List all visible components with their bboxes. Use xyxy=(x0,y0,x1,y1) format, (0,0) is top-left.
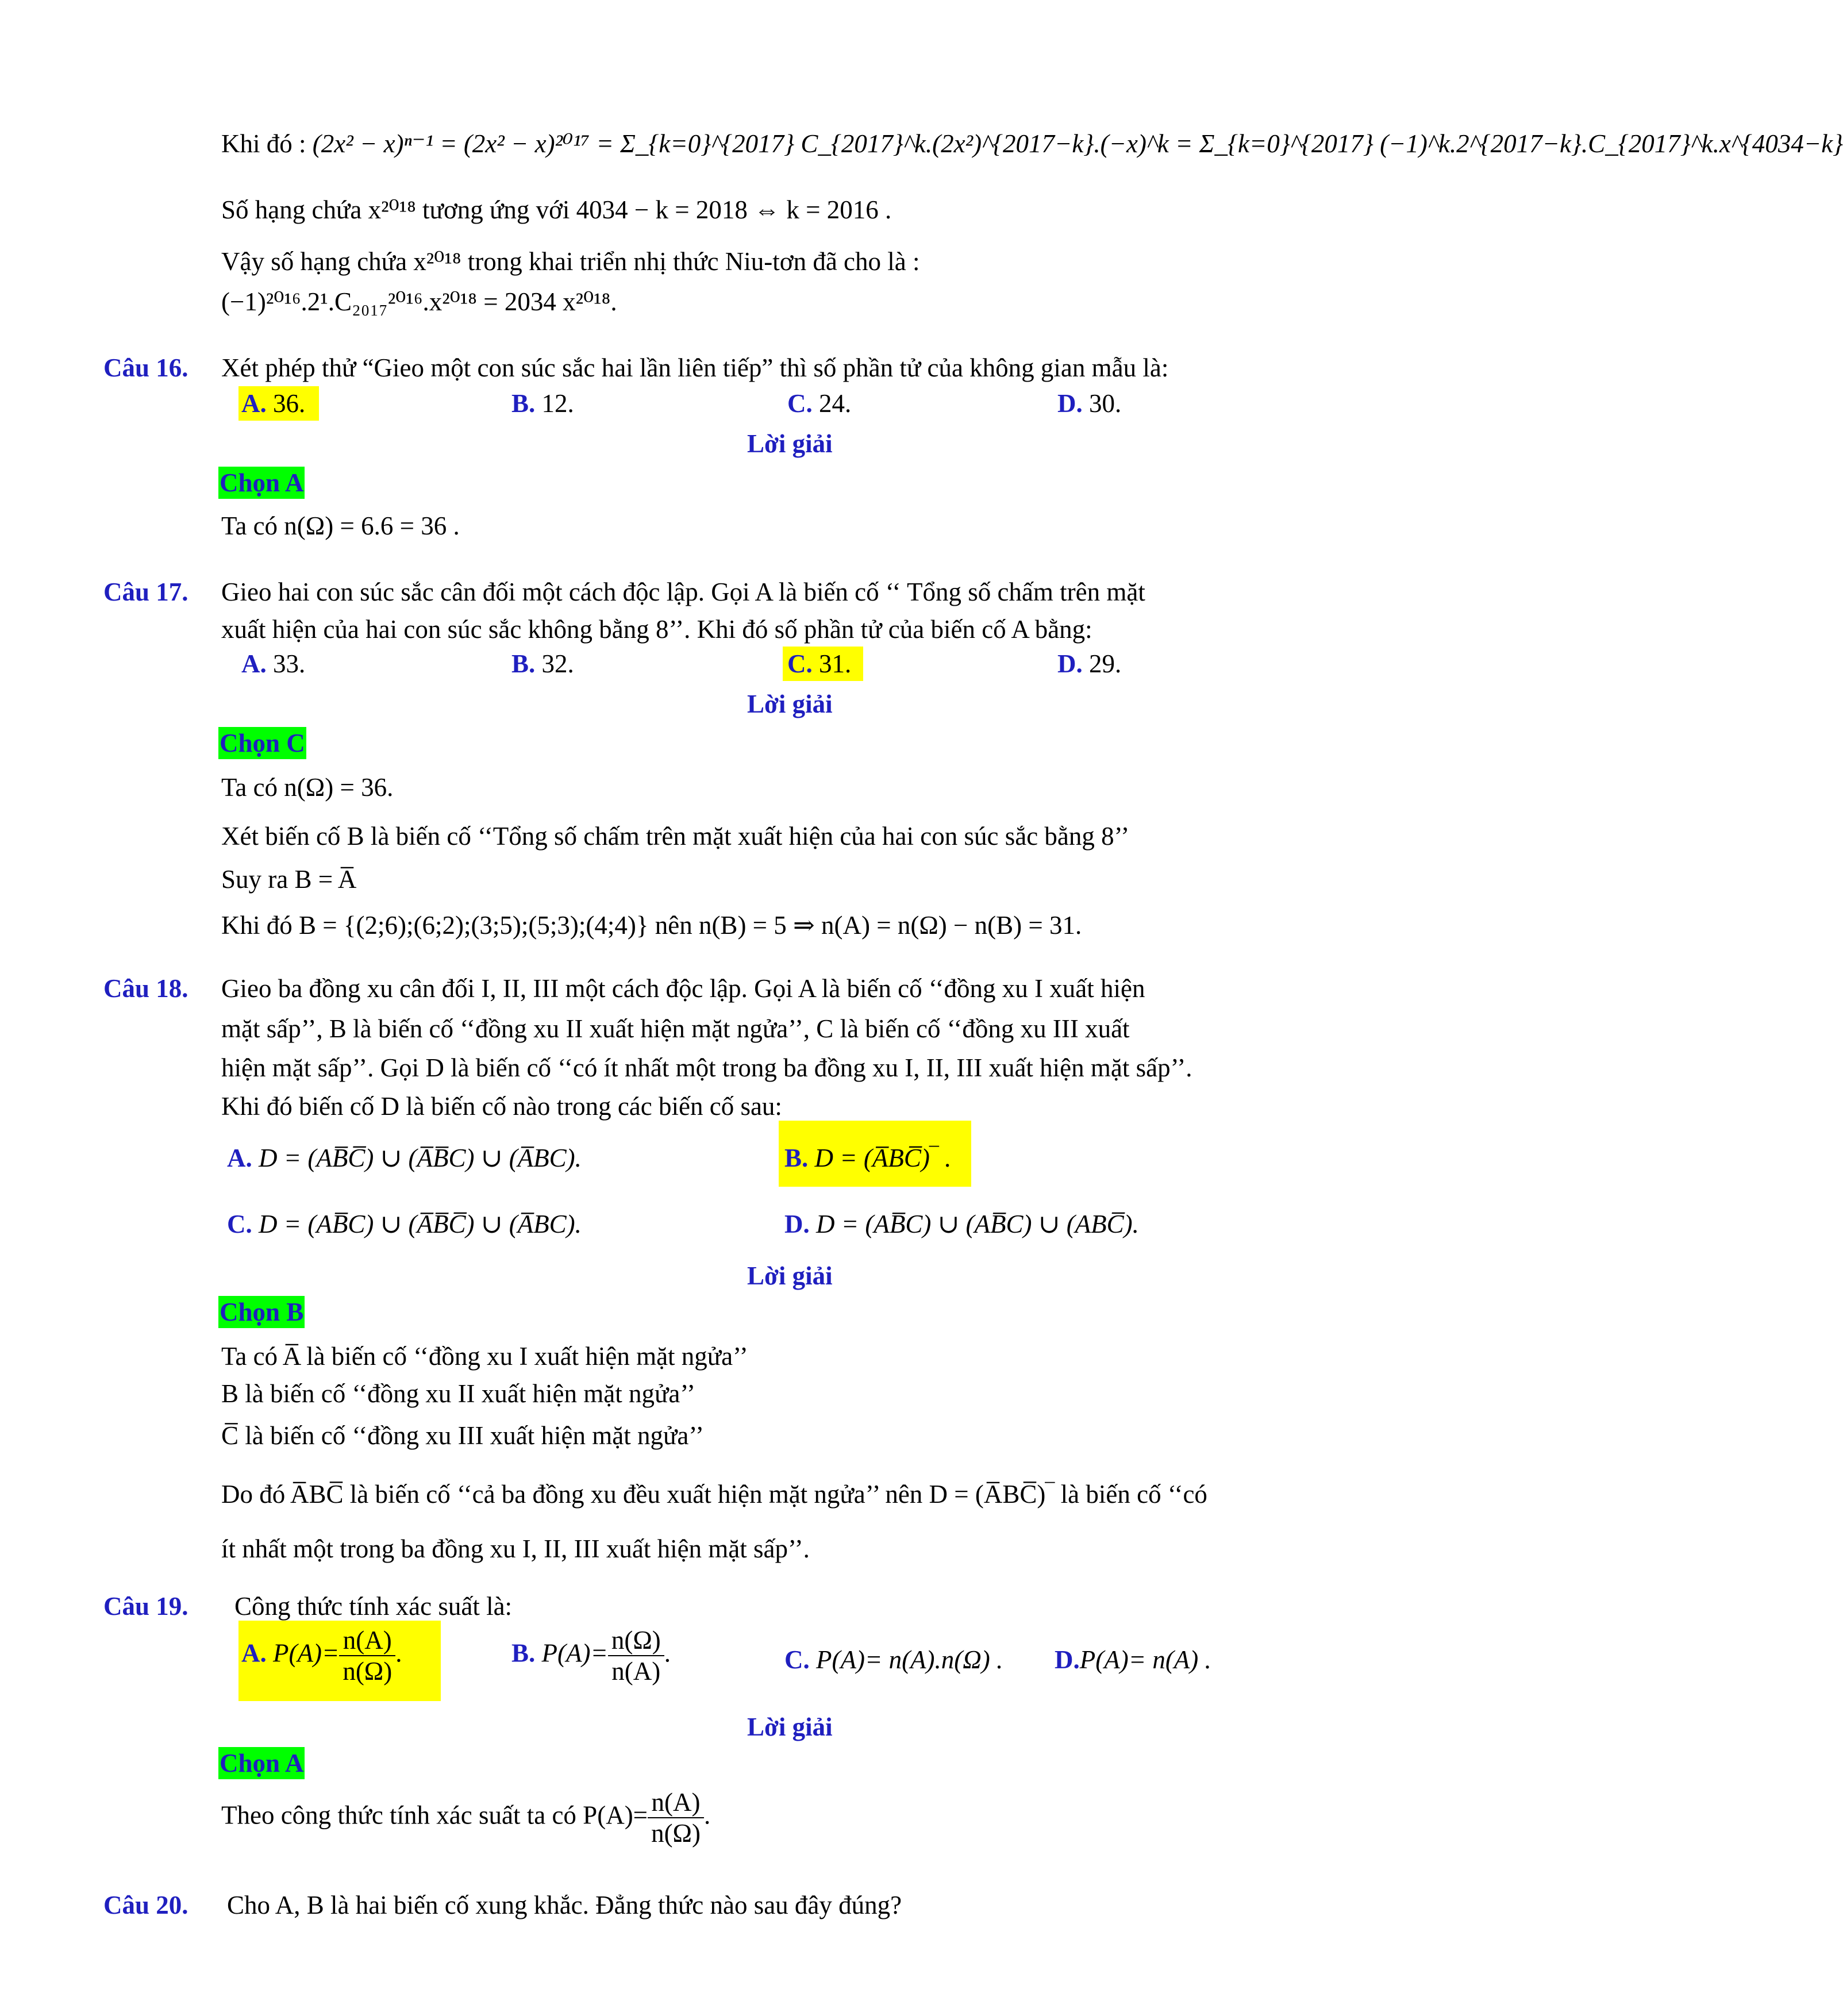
q18-option-b xyxy=(784,1141,951,1175)
q17-chon: Chọn C xyxy=(218,727,306,759)
option-key: D. xyxy=(1057,649,1083,678)
q16-option-d xyxy=(1057,386,1121,421)
option-key: C. xyxy=(787,649,813,678)
binomial-expansion-formula: (2x² − x)ⁿ⁻¹ = (2x² − x)²⁰¹⁷ = Σ_{k=0}^{2017} C_{2017}^k.(2x²)^{2017−k}.(−x)^k = Σ_{k=0}^{2017} (−1)^k.2^{2017−k}.C_{2017}^k.x^{4034−k} xyxy=(312,129,1843,158)
q17-option-a xyxy=(241,647,305,681)
q17-solution-2: Xét biến cố B là biến cố ‘‘Tổng số chấm trên mặt xuất hiện của hai con súc sắc bằng 8’’ xyxy=(221,822,1130,851)
q18-option-d xyxy=(784,1207,1139,1241)
fraction-denominator: n(Ω) xyxy=(343,1657,393,1686)
option-value: P(A)= n(A) . xyxy=(1079,1645,1211,1674)
option-key: D. xyxy=(1055,1645,1080,1674)
option-key: A. xyxy=(241,1638,267,1668)
q18-chon: Chọn B xyxy=(218,1296,305,1328)
q16-loi-giai: Lời giải xyxy=(747,429,833,458)
option-value: D = (AB̅C̅) ∪ (A̅B̅C) ∪ (A̅BC). xyxy=(259,1144,582,1172)
q18-loi-giai: Lời giải xyxy=(747,1261,833,1290)
q19-option-d xyxy=(1055,1642,1211,1677)
option-value: P(A)= n(A).n(Ω) . xyxy=(816,1645,1003,1674)
q18-solution-3: C̅ là biến cố ‘‘đồng xu III xuất hiện mặt ngửa’’ xyxy=(221,1421,704,1450)
q19-option-c xyxy=(784,1642,1003,1677)
q19-solution: Theo công thức tính xác suất ta có P(A)= $\frac{n(A)}{n(\Omega)}$ . xyxy=(221,1788,711,1848)
question-20-label: Câu 20. xyxy=(103,1891,188,1919)
q19-chon: Chọn A xyxy=(218,1747,305,1779)
q17-option-b xyxy=(511,647,574,681)
q16-option-c xyxy=(787,386,851,421)
q19-option-a: A. P(A)= $\frac{n(A)}{n(\Omega)}$ . xyxy=(241,1626,402,1686)
question-17-label: Câu 17. xyxy=(103,578,188,606)
formula-lhs: P(A)= xyxy=(273,1638,340,1668)
fraction xyxy=(648,1787,704,1848)
option-key: D. xyxy=(784,1210,810,1238)
option-value: D = (AB̅C) ∪ (AB̅C) ∪ (ABC̅). xyxy=(816,1210,1139,1238)
q19-loi-giai: Lời giải xyxy=(747,1713,833,1741)
question-17-text-1: Gieo hai con súc sắc cân đối một cách độc lập. Gọi A là biến cố ‘‘ Tổng số chấm trên mặt xyxy=(221,578,1145,606)
q18-solution-4: Do đó A̅BC̅ là biến cố ‘‘cả ba đồng xu đều xuất hiện mặt ngửa’’ nên D = (A̅BC̅)‾ là biến cố ‘‘có xyxy=(221,1480,1207,1509)
q16-option-a xyxy=(241,386,305,421)
option-value: D = (AB̅C) ∪ (A̅B̅C̅) ∪ (A̅BC). xyxy=(259,1210,582,1238)
option-key: A. xyxy=(227,1144,252,1172)
q18-solution-5: ít nhất một trong ba đồng xu I, II, III xuất hiện mặt sấp’’. xyxy=(221,1534,810,1563)
question-18-text-1: Gieo ba đồng xu cân đối I, II, III một cách độc lập. Gọi A là biến cố ‘‘đồng xu I xuất hiện xyxy=(221,974,1145,1003)
question-18-text-3: hiện mặt sấp’’. Gọi D là biến cố ‘‘có ít nhất một trong ba đồng xu I, II, III xuất hiện mặt sấp’’. xyxy=(221,1053,1192,1082)
intro-line-3: Vậy số hạng chứa x²⁰¹⁸ trong khai triển nhị thức Niu-tơn đã cho là : xyxy=(221,247,920,276)
option-key: B. xyxy=(511,389,536,418)
q17-solution-3: Suy ra B = A̅ xyxy=(221,865,357,894)
option-value: 33. xyxy=(273,649,306,678)
question-20-text: Cho A, B là hai biến cố xung khắc. Đẳng thức nào sau đây đúng? xyxy=(227,1891,902,1919)
option-key: C. xyxy=(784,1645,810,1674)
option-key: B. xyxy=(784,1144,809,1172)
question-16-label: Câu 16. xyxy=(103,353,188,382)
q18-option-a xyxy=(227,1141,582,1175)
fraction xyxy=(608,1625,664,1686)
q17-loi-giai: Lời giải xyxy=(747,690,833,718)
option-value: 12. xyxy=(541,389,574,418)
option-key: C. xyxy=(787,389,813,418)
intro-label: Khi đó : xyxy=(221,129,313,158)
question-18-label: Câu 18. xyxy=(103,974,188,1003)
option-value: D = (A̅BC̅)‾ . xyxy=(814,1144,952,1172)
intro-line-1 xyxy=(221,126,1843,161)
q17-solution-4: Khi đó B = {(2;6);(6;2);(3;5);(5;3);(4;4)} nên n(B) = 5 ⇒ n(A) = n(Ω) − n(B) = 31. xyxy=(221,911,1082,940)
option-value: 36. xyxy=(273,389,306,418)
q16-chon: Chọn A xyxy=(218,467,305,499)
q17-option-c xyxy=(787,647,851,681)
q19-option-b: B. P(A)= $\frac{n(\Omega)}{n(A)}$ . xyxy=(511,1626,671,1686)
question-17-text-2: xuất hiện của hai con súc sắc không bằng 8’’. Khi đó số phần tử của biến cố A bằng: xyxy=(221,615,1092,644)
option-key: A. xyxy=(241,389,267,418)
q17-option-d xyxy=(1057,647,1121,681)
fraction-numerator: n(A) xyxy=(339,1625,395,1656)
option-value: 32. xyxy=(541,649,574,678)
fraction xyxy=(339,1625,395,1686)
question-18-text-2: mặt sấp’’, B là biến cố ‘‘đồng xu II xuất hiện mặt ngửa’’, C là biến cố ‘‘đồng xu III xuất xyxy=(221,1014,1130,1043)
option-value: 24. xyxy=(819,389,852,418)
q17-solution-1: Ta có n(Ω) = 36. xyxy=(221,773,394,802)
option-key: D. xyxy=(1057,389,1083,418)
option-value: 29. xyxy=(1089,649,1122,678)
q18-solution-2: B là biến cố ‘‘đồng xu II xuất hiện mặt ngửa’’ xyxy=(221,1379,695,1408)
question-19-text: Công thức tính xác suất là: xyxy=(234,1592,513,1621)
fraction-denominator: n(Ω) xyxy=(651,1819,701,1848)
option-key: C. xyxy=(227,1210,252,1238)
q16-option-b xyxy=(511,386,574,421)
formula-lhs: P(A)= xyxy=(541,1638,608,1668)
fraction-denominator: n(A) xyxy=(611,1657,661,1686)
option-key: A. xyxy=(241,649,267,678)
fraction-numerator: n(Ω) xyxy=(608,1625,664,1656)
q18-solution-1: Ta có A̅ là biến cố ‘‘đồng xu I xuất hiện mặt ngửa’’ xyxy=(221,1342,748,1371)
solution-text: Theo công thức tính xác suất ta có P(A)= xyxy=(221,1800,648,1830)
question-16-text: Xét phép thử “Gieo một con súc sắc hai lần liên tiếp” thì số phần tử của không gian mẫu là: xyxy=(221,353,1169,382)
fraction-numerator: n(A) xyxy=(648,1787,704,1818)
question-19-label: Câu 19. xyxy=(103,1592,188,1621)
option-key: B. xyxy=(511,649,536,678)
intro-line-2: Số hạng chứa x²⁰¹⁸ tương ứng với 4034 − k = 2018 ⇔ k = 2016 . xyxy=(221,195,892,224)
question-18-text-4: Khi đó biến cố D là biến cố nào trong các biến cố sau: xyxy=(221,1092,782,1121)
intro-line-4: (−1)²⁰¹⁶.2¹.C₂₀₁₇²⁰¹⁶.x²⁰¹⁸ = 2034 x²⁰¹⁸. xyxy=(221,287,617,316)
option-value: 31. xyxy=(819,649,852,678)
q16-solution-1: Ta có n(Ω) = 6.6 = 36 . xyxy=(221,511,460,540)
option-value: 30. xyxy=(1089,389,1122,418)
option-key: B. xyxy=(511,1638,536,1668)
q18-option-c xyxy=(227,1207,582,1241)
